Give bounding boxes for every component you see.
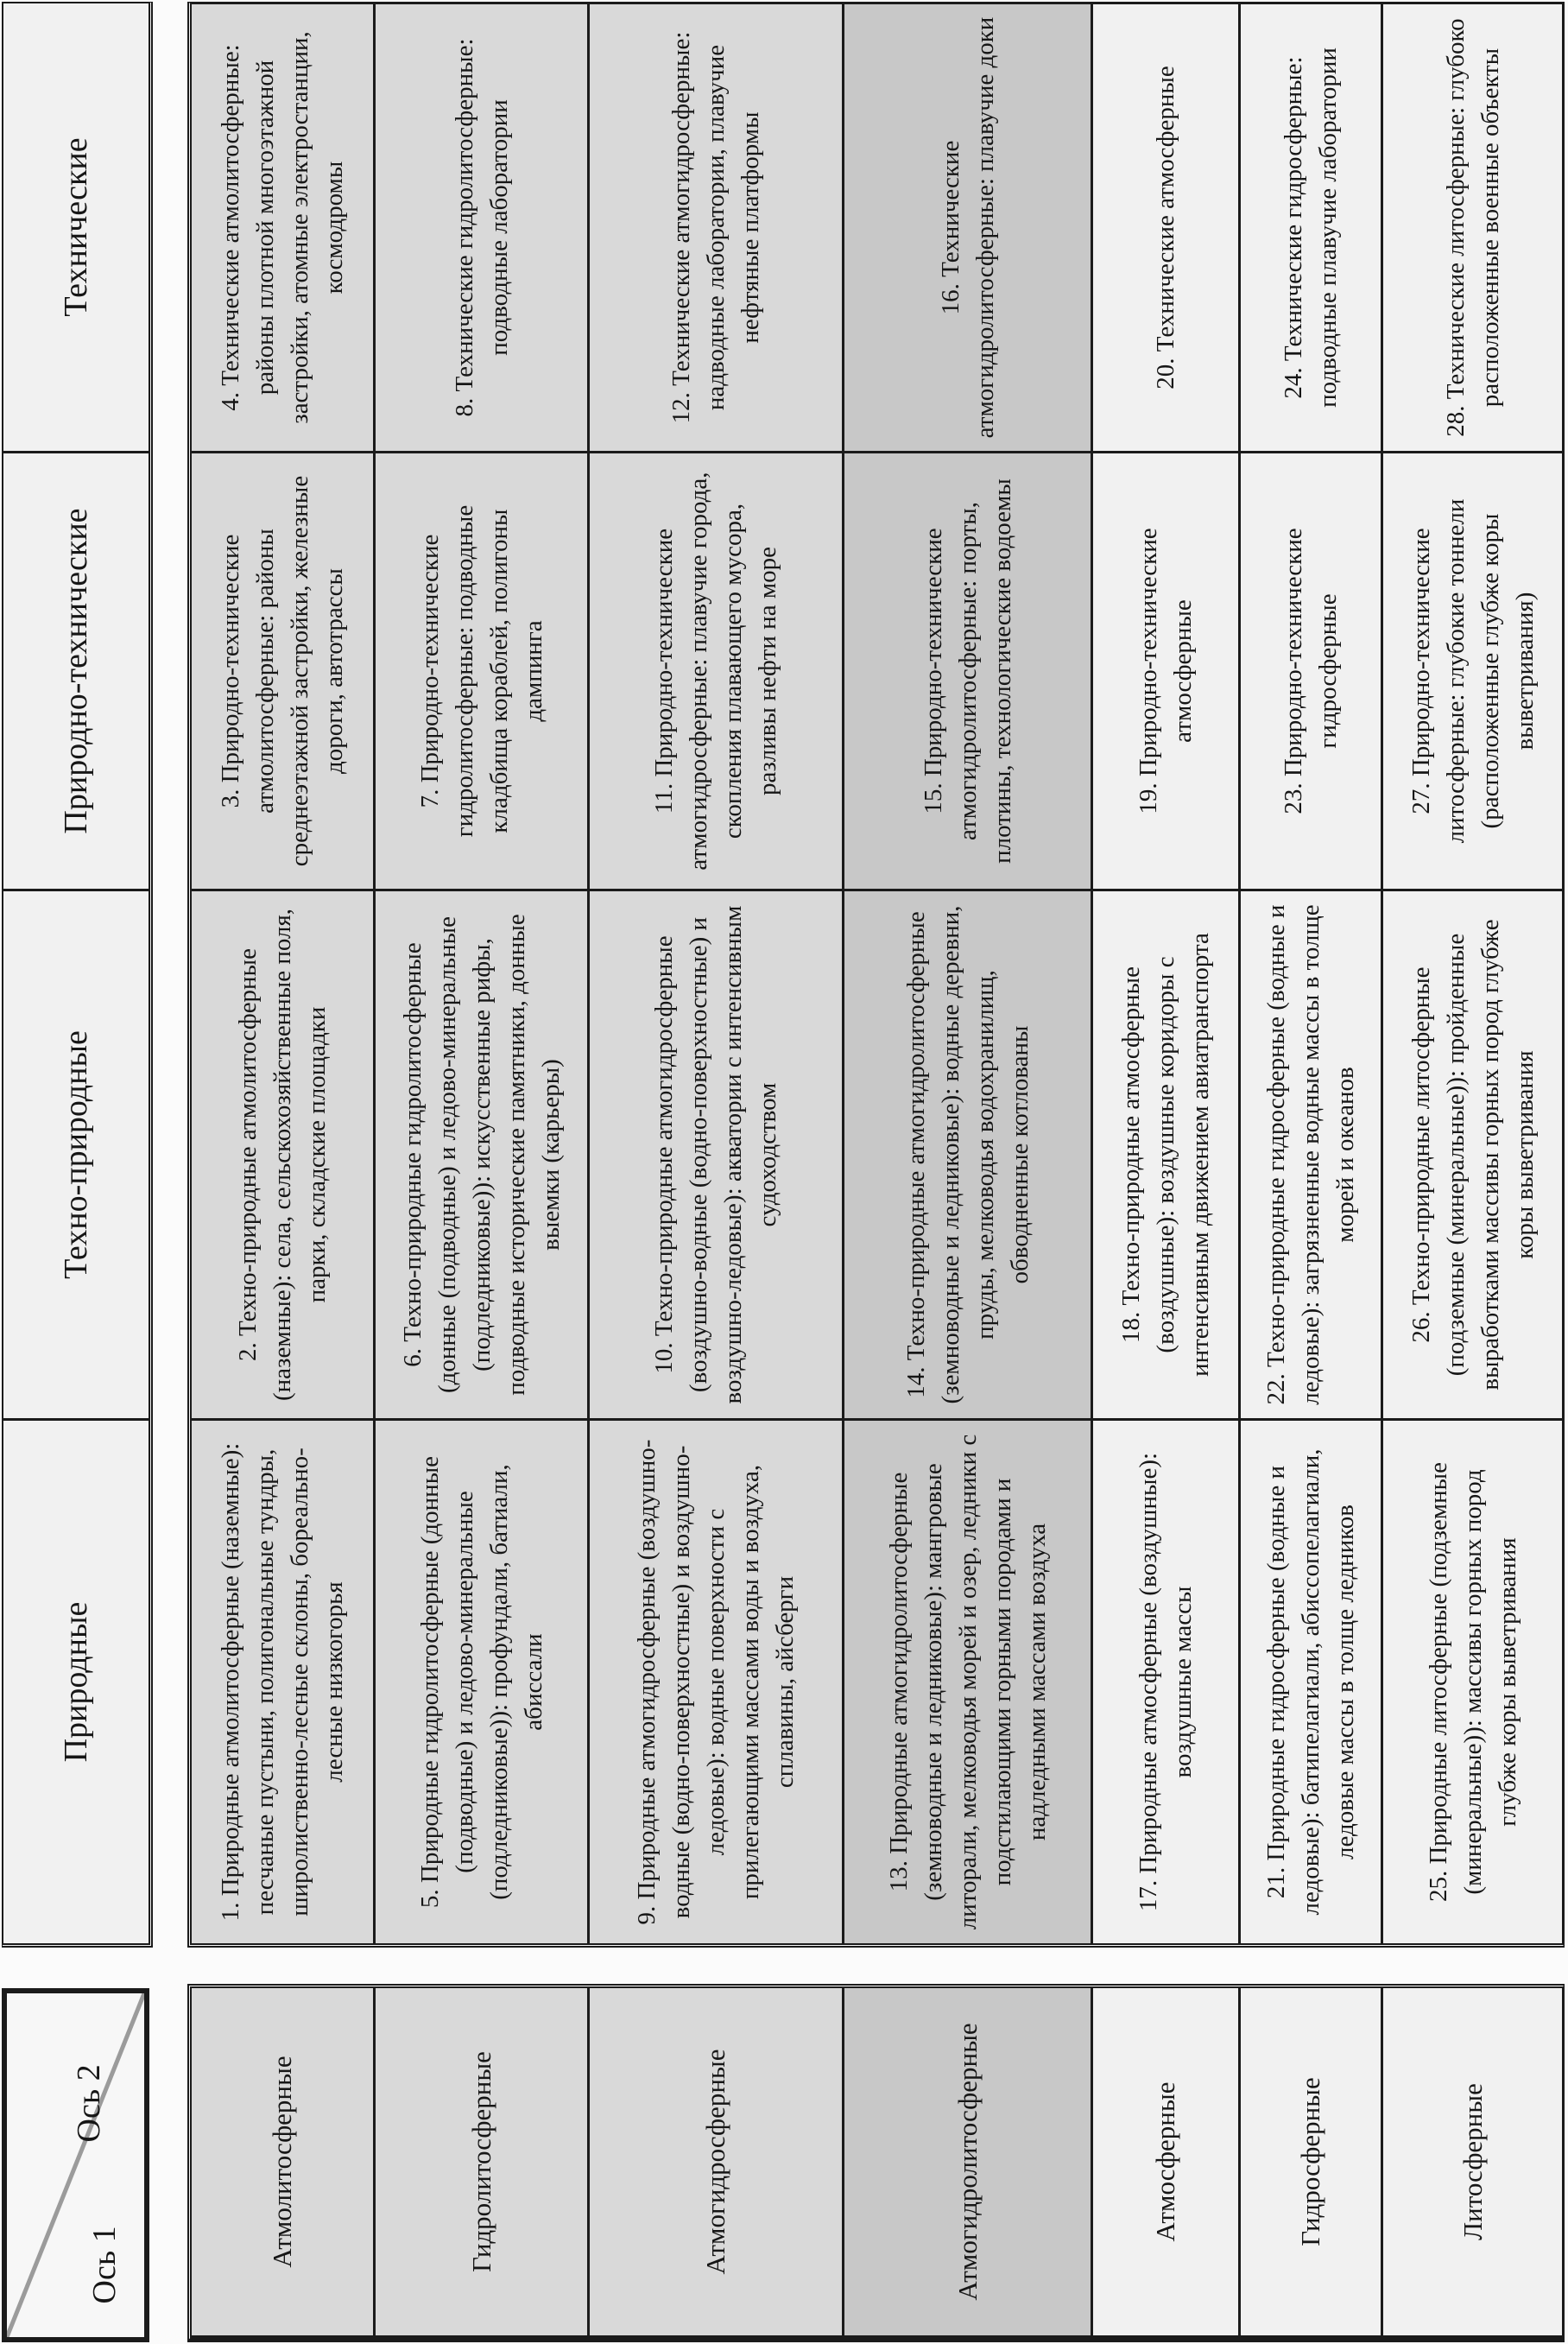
cell-7: 7. Природно-технические гидролитосферные: подводные кладбища кораблей, полигоны дампинга <box>376 451 590 889</box>
cell-11: 11. Природно-технические атмогидросферные: плавучие города, скопления плавающего мусора, разливы нефти на море <box>590 451 844 889</box>
cell-16: 16. Технические атмогидролитосферные: плавучие доки <box>844 4 1093 451</box>
cell-15: 15. Природно-технические атмогидролитосферные: порты, плотины, технологические водоемы <box>844 451 1093 889</box>
cell-27: 27. Природно-технические литосферные: глубокие тоннели (расположенные глубже коры выветривания) <box>1383 451 1562 889</box>
axis1-label: Ось 1 <box>85 2226 123 2304</box>
row-header-litosfernye: Литосферные <box>1383 1988 1562 2335</box>
cell-19: 19. Природно-технические атмосферные <box>1093 451 1241 889</box>
cell-4: 4. Технические атмолитосферные: районы плотной многоэтажной застройки, атомные электростанции, космодромы <box>192 4 376 451</box>
cell-24: 24. Технические гидросферные: подводные плавучие лаборатории <box>1241 4 1383 451</box>
column-header-prirodno-tehnicheskie: Природно-технические <box>3 451 149 889</box>
cell-22: 22. Техно-природные гидросферные (водные и ледовые): загрязненные водные массы в толще морей и океанов <box>1241 889 1383 1418</box>
row-header-gidrolitosfernye: Гидролитосферные <box>376 1988 590 2335</box>
cell-17: 17. Природные атмосферные (воздушные): воздушные массы <box>1093 1418 1241 1943</box>
row-header-atmosfernye: Атмосферные <box>1093 1988 1241 2335</box>
column-header-prirodnye: Природные <box>3 1418 149 1943</box>
table-body <box>187 2 1565 1948</box>
column-headers-row <box>2 2 153 1948</box>
cell-18: 18. Техно-природные атмосферные (воздушные): воздушные коридоры с интенсивным движением авиатранспорта <box>1093 889 1241 1418</box>
row-header-atmolitosfernye: Атмолитосферные <box>192 1988 376 2335</box>
cell-12: 12. Технические атмогидросферные: надводные лаборатории, плавучие нефтяные платформы <box>590 4 844 451</box>
cell-6: 6. Техно-природные гидролитосферные (донные (подводные) и ледово-минеральные (подледниковые)): искусственные рифы, подводные исторические памятники, донные выемки (карьеры) <box>376 889 590 1418</box>
cell-21: 21. Природные гидросферные (водные и ледовые): батипелагиали, абиссопелагиали, ледовые массы в толще ледников <box>1241 1418 1383 1943</box>
cell-20: 20. Технические атмосферные <box>1093 4 1241 451</box>
cell-1: 1. Природные атмолитосферные (наземные): песчаные пустыни, полигональные тундры, широлиственно-лесные склоны, бореально-лесные низкогорья <box>192 1418 376 1943</box>
column-header-tehnicheskie: Технические <box>58 137 94 317</box>
cell-5: 5. Природные гидролитосферные (донные (подводные) и ледово-минеральные (подледниковые)): профундали, батиали, абиссали <box>376 1418 590 1943</box>
cell-23: 23. Природно-технические гидросферные <box>1241 451 1383 889</box>
cell-28: 28. Технические литосферные: глубоко расположенные военные объекты <box>1383 4 1562 451</box>
row-header-atmogidrolitosfernye: Атмогидролитосферные <box>844 1988 1093 2335</box>
axis-corner-cell <box>2 1988 149 2342</box>
cell-8: 8. Технические гидролитосферные: подводные лаборатории <box>376 4 590 451</box>
cell-2: 2. Техно-природные атмолитосферные (наземные): села, сельскохозяйственные поля, парки, складские площадки <box>192 889 376 1418</box>
column-header-tehno-prirodnye: Техно-природные <box>3 889 149 1418</box>
row-header-atmogidrosfernye: Атмогидросферные <box>590 1988 844 2335</box>
cell-9: 9. Природные атмогидросферные (воздушно-водные (водно-поверхностные) и воздушно-ледовые): водные поверхности с прилегающими массами воды и воздуха, сплавины, айсберги <box>590 1418 844 1943</box>
cell-26: 26. Техно-природные литосферные (подземные (минеральные)): пройденные выработками массивы горных пород глубже коры выветривания <box>1383 889 1562 1418</box>
cell-3: 3. Природно-технические атмолитосферные: районы среднеэтажной застройки, железные дороги, автотрассы <box>192 451 376 889</box>
row-headers-column <box>187 1984 1565 2342</box>
axis2-label: Ось 2 <box>71 2064 108 2143</box>
row-header-gidrosfernye: Гидросферные <box>1241 1988 1383 2335</box>
cell-25: 25. Природные литосферные (подземные (минеральные)): массивы горных пород глубже коры выветривания <box>1383 1418 1562 1943</box>
cell-13: 13. Природные атмогидролитосферные (земноводные и ледниковые): мангровые литорали, мелководья морей и озер, ледники с подстилающими горными породами и надледными массами воздуха <box>844 1418 1093 1943</box>
cell-14: 14. Техно-природные атмогидролитосферные (земноводные и ледниковые): водные деревни, пруды, мелководья водохранилищ, обводненные котлованы <box>844 889 1093 1418</box>
cell-10: 10. Техно-природные атмогидросферные (воздушно-водные (водно-поверхностные) и воздушно-ледовые): акватории с интенсивным судоходством <box>590 889 844 1418</box>
axis-diagonal-line <box>7 1993 144 2337</box>
